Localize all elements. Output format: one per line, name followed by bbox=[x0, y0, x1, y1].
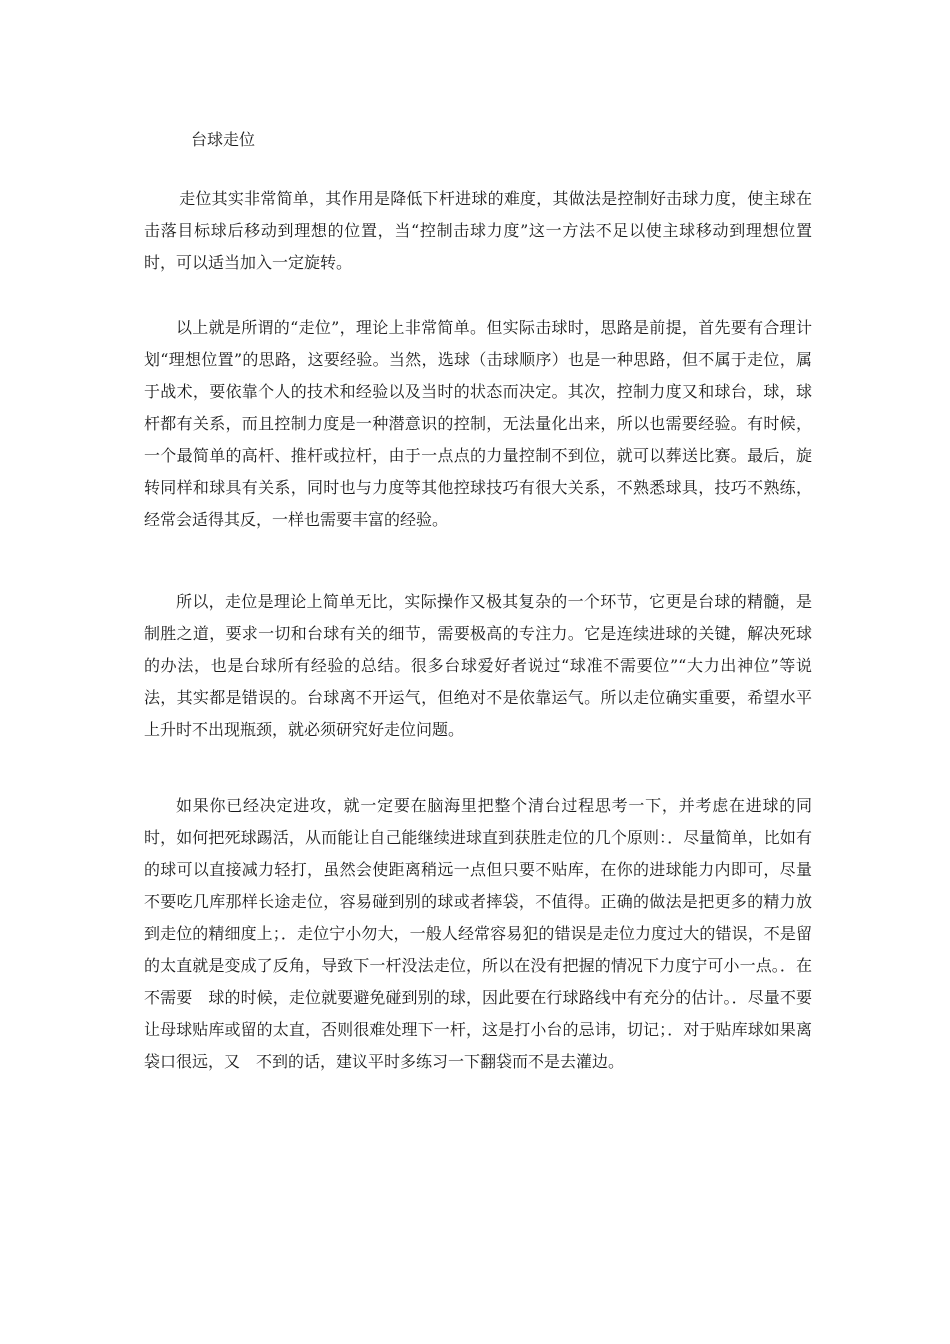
paragraph-2: 以上就是所谓的“走位”，理论上非常简单。但实际击球时，思路是前提，首先要有合理计划“理想位置”的思路，这要经验。当然，选球（击球顺序）也是一种思路，但不属于走位，属于战术，要依靠个人的技术和经验以及当时的状态而决定。其次，控制力度又和球台，球，球杆都有关系，而且控制力度是一种潜意识的控制，无法量化出来，所以也需要经验。有时候，一个最简单的高杆、推杆或拉杆，由于一点点的力量控制不到位，就可以葬送比赛。最后，旋转同样和球具有关系，同时也与力度等其他控球技巧有很大关系，不熟悉球具，技巧不熟练，经常会适得其反，一样也需要丰富的经验。 bbox=[144, 318, 812, 529]
paragraph-1: 走位其实非常简单，其作用是降低下杆进球的难度，其做法是控制好击球力度，使主球在击落目标球后移动到理想的位置，当“控制击球力度”这一方法不足以使主球移动到理想位置时，可以适当加入一定旋转。 bbox=[144, 189, 812, 272]
paragraph-3: 所以，走位是理论上简单无比，实际操作又极其复杂的一个环节，它更是台球的精髓，是制胜之道，要求一切和台球有关的细节，需要极高的专注力。它是连续进球的关键，解决死球的办法，也是台球所有经验的总结。很多台球爱好者说过“球准不需要位”“大力出神位”等说法，其实都是错误的。台球离不开运气，但绝对不是依靠运气。所以走位确实重要，希望水平上升时不出现瓶颈，就必须研究好走位问题。 bbox=[144, 592, 812, 739]
paragraph-4: 如果你已经决定进攻，就一定要在脑海里把整个清台过程思考一下，并考虑在进球的同时，如何把死球踢活，从而能让自己能继续进球直到获胜走位的几个原则：．尽量简单，比如有的球可以直接减力轻打，虽然会使距离稍远一点但只要不贴库，在你的进球能力内即可，尽量不要吃几库那样长途走位，容易碰到别的球或者摔袋，不值得。正确的做法是把更多的精力放到走位的精细度上；．走位宁小勿大，一般人经常容易犯的错误是走位力度过大的错误，不是留的太直就是变成了反角，导致下一杆没法走位，所以在没有把握的情况下力度宁可小一点。．在不需要 球的时候，走位就要避免碰到别的球，因此要在行球路线中有充分的估计。．尽量不要让母球贴库或留的太直，否则很难处理下一杆，这是打小台的忌讳，切记；．对于贴库球如果离袋口很远，又 不到的话，建议平时多练习一下翻袋而不是去灌边。 bbox=[144, 796, 812, 1071]
document-title: 台球走位 bbox=[191, 130, 256, 149]
